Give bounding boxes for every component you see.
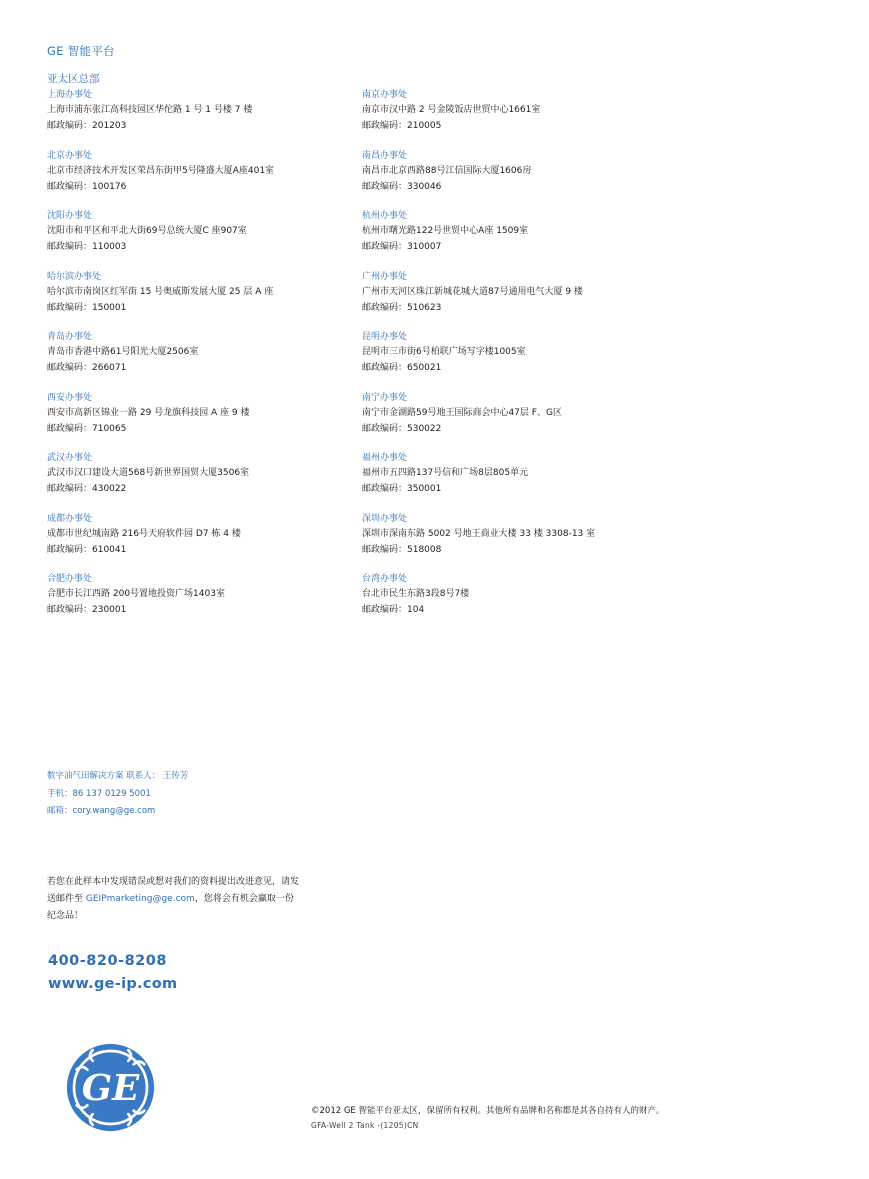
office-name: 北京办事处 (47, 150, 93, 161)
feedback-text-before: 若您在此样本中发现错误或想对我们的资料提出改进意见，请发送邮件至 (47, 877, 300, 904)
office-hangzhou (362, 209, 762, 270)
office-postal: 邮政编码：510623 (362, 302, 442, 313)
office-nanjing (362, 88, 762, 149)
office-postal: 邮政编码：330046 (362, 181, 442, 192)
office-postal: 邮政编码：350001 (362, 484, 442, 494)
office-name: 成都办事处 (47, 513, 93, 524)
office-address: 广州市天河区珠江新城花城大道87号通用电气大厦 9 楼 (362, 286, 583, 297)
office-postal: 邮政编码：610041 (47, 544, 127, 555)
office-name: 台湾办事处 (362, 574, 408, 584)
office-address: 南京市汉中路 2 号金陵饭店世贸中心1661室 (362, 105, 541, 115)
office-name: 南京办事处 (362, 90, 408, 100)
office-address: 深圳市深南东路 5002 号地王商业大楼 33 楼 3308-13 室 (362, 528, 596, 539)
office-address: 青岛市香港中路61号阳光大厦2506室 (47, 347, 199, 357)
office-name: 武汉办事处 (47, 453, 93, 463)
office-nanchang (362, 149, 762, 210)
office-postal: 邮政编码：650021 (362, 363, 442, 373)
office-kunming (362, 330, 762, 391)
office-postal: 邮政编码：310007 (362, 242, 442, 252)
office-name: 上海办事处 (47, 90, 93, 100)
feedback-email-link[interactable]: GEIPmarketing@ge.com (85, 894, 195, 904)
office-guangzhou (362, 270, 762, 331)
office-name: 西安办事处 (47, 392, 93, 403)
feedback-notice (47, 874, 302, 925)
office-address: 福州市五四路137号信和广场8层805单元 (362, 468, 529, 478)
office-postal: 邮政编码：230001 (47, 605, 127, 615)
ge-logo-icon (66, 1043, 155, 1132)
office-name: 深圳办事处 (362, 513, 408, 524)
office-name: 南昌办事处 (362, 150, 408, 161)
office-postal: 邮政编码：530022 (362, 423, 442, 434)
office-address: 西安市高新区锦业一路 29 号龙旗科技园 A 座 9 楼 (47, 407, 250, 418)
office-shenzhen (362, 512, 762, 573)
office-address: 北京市经济技术开发区荣昌东街甲5号隆盛大厦A座401室 (47, 165, 275, 176)
contact-email[interactable]: 邮箱：cory.wang@ge.com (47, 806, 156, 816)
office-list-right (362, 88, 762, 633)
office-name: 青岛办事处 (47, 332, 93, 342)
office-postal: 邮政编码：710065 (47, 423, 127, 434)
office-postal: 邮政编码：104 (362, 605, 425, 615)
office-address: 杭州市曙光路122号世贸中心A座 1509室 (362, 226, 529, 236)
copyright-notice: ©2012 GE 智能平台亚太区，保留所有权利。其他所有品牌和名称都是其各自持有人的财产。 (311, 1106, 665, 1116)
office-taiwan (362, 572, 762, 633)
office-postal: 邮政编码：100176 (47, 181, 127, 192)
office-name: 杭州办事处 (362, 211, 408, 221)
hotline-number[interactable]: 400-820-8208 (48, 953, 167, 969)
region-heading: 亚太区总部 (47, 73, 100, 85)
office-address: 台北市民生东路3段8号7楼 (362, 589, 470, 599)
office-postal: 邮政编码：210005 (362, 121, 442, 131)
office-postal: 邮政编码：266071 (47, 363, 127, 373)
office-name: 哈尔滨办事处 (47, 271, 102, 282)
document-id: GFA-Well 2 Tank -(1205)CN (311, 1121, 419, 1130)
contact-mobile[interactable]: 手机：86 137 0129 5001 (47, 788, 151, 799)
office-name: 广州办事处 (362, 271, 408, 282)
office-address: 南昌市北京西路88号江信国际大厦1606房 (362, 165, 532, 176)
contact-person: 数字油气田解决方案 联系人： 王传芳 (47, 771, 189, 781)
office-address: 合肥市长江西路 200号置地投资广场1403室 (47, 589, 225, 599)
office-address: 上海市浦东张江高科技园区华佗路 1 号 1 号楼 7 楼 (47, 105, 253, 115)
office-address: 成都市世纪城南路 216号天府软件园 D7 栋 4 楼 (47, 528, 241, 539)
office-fuzhou (362, 451, 762, 512)
office-nanning (362, 391, 762, 452)
office-name: 合肥办事处 (47, 574, 93, 584)
office-address: 昆明市三市街6号柏联广场写字楼1005室 (362, 347, 526, 357)
office-postal: 邮政编码：430022 (47, 484, 127, 494)
office-postal: 邮政编码：150001 (47, 302, 127, 313)
office-postal: 邮政编码：110003 (47, 242, 127, 252)
office-address: 南宁市金湖路59号地王国际商会中心47层 F、G区 (362, 407, 562, 418)
brand-title: GE 智能平台 (47, 44, 115, 58)
office-name: 昆明办事处 (362, 332, 408, 342)
office-address: 武汉市汉口建设大道568号新世界国贸大厦3506室 (47, 468, 250, 478)
office-name: 南宁办事处 (362, 392, 408, 403)
office-name: 沈阳办事处 (47, 211, 93, 221)
office-address: 沈阳市和平区和平北大街69号总统大厦C 座907室 (47, 226, 247, 236)
logo-monogram: GE (81, 1067, 140, 1109)
office-postal: 邮政编码：201203 (47, 121, 127, 131)
office-address: 哈尔滨市南岗区红军街 15 号奥威斯发展大厦 25 层 A 座 (47, 286, 274, 297)
office-name: 福州办事处 (362, 453, 408, 463)
website-link[interactable]: www.ge-ip.com (48, 976, 178, 992)
office-postal: 邮政编码：518008 (362, 544, 442, 555)
feedback-text-after: ，您将会有机会赢取一份纪念品！ (47, 894, 294, 921)
contact-block (47, 768, 188, 821)
